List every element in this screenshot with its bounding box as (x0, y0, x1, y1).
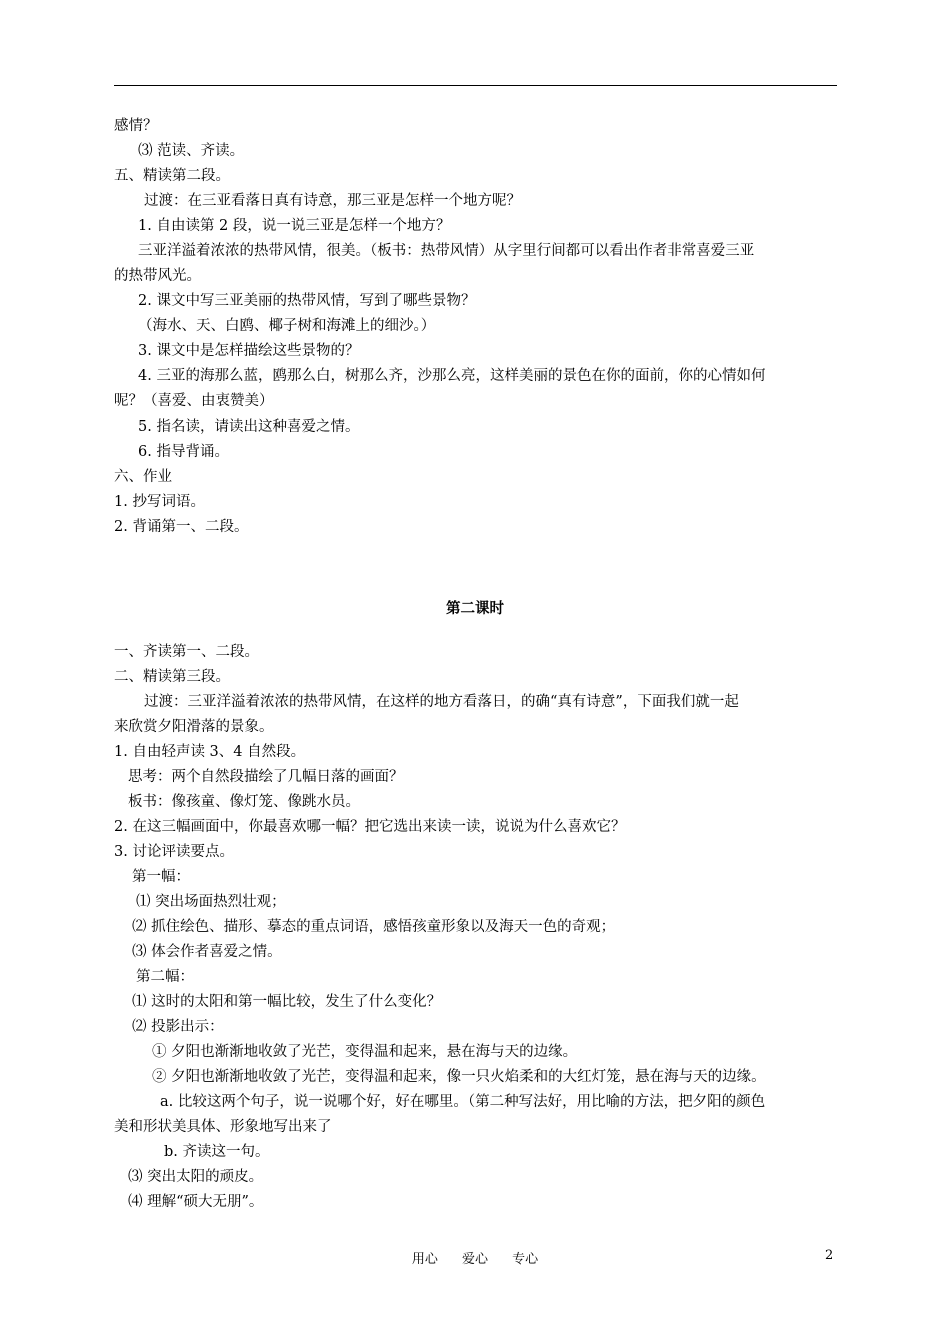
text-line: 1. 自由轻声读 3、4 自然段。 (114, 744, 306, 760)
text-line: 第二幅： (136, 969, 194, 985)
text-line: ① 夕阳也渐渐地收敛了光芒，变得温和起来，悬在海与天的边缘。 (152, 1044, 578, 1060)
text-line: 2. 背诵第一、二段。 (114, 519, 249, 535)
text-line: 五、精读第二段。 (114, 168, 230, 184)
text-line: 第一幅： (132, 869, 190, 885)
text-line: ⑴ 这时的太阳和第一幅比较，发生了什么变化？ (132, 994, 442, 1010)
text-line: （海水、天、白鸥、椰子树和海滩上的细沙。） (138, 318, 436, 334)
text-line: 的热带风光。 (114, 268, 201, 284)
text-line: 1. 自由读第 2 段，说一说三亚是怎样一个地方？ (138, 218, 451, 234)
text-line: ⑶ 体会作者喜爱之情。 (132, 944, 282, 960)
text-line: ⑶ 突出太阳的顽皮。 (128, 1169, 264, 1185)
text-line: 2. 课文中写三亚美丽的热带风情，写到了哪些景物？ (138, 293, 476, 309)
text-line: ⑷ 理解“硕大无朋”。 (128, 1194, 264, 1210)
page-number: 2 (825, 1248, 834, 1263)
header-rule (114, 85, 837, 86)
text-line: 6. 指导背诵。 (138, 444, 229, 460)
footer-word-3: 专心 (512, 1252, 539, 1267)
text-line: ⑴ 突出场面热烈壮观； (136, 894, 286, 910)
text-line: 一、齐读第一、二段。 (114, 644, 259, 660)
text-line: a. 比较这两个句子，说一说哪个好，好在哪里。（第二种写法好，用比喻的方法，把夕阳的颜色 (160, 1094, 766, 1110)
text-line: 思考：两个自然段描绘了几幅日落的画面？ (128, 769, 404, 785)
text-line: 过渡：在三亚看落日真有诗意，那三亚是怎样一个地方呢？ (144, 193, 521, 209)
text-line: 来欣赏夕阳滑落的景象。 (114, 719, 274, 735)
text-line: 1. 抄写词语。 (114, 494, 205, 510)
text-line: 板书：像孩童、像灯笼、像跳水员。 (128, 794, 360, 810)
text-line: 美和形状美具体、形象地写出来了 (114, 1119, 332, 1135)
text-line: 三亚洋溢着浓浓的热带风情，很美。（板书：热带风情）从字里行间都可以看出作者非常喜爱三亚 (138, 243, 755, 259)
text-line: b. 齐读这一句。 (164, 1144, 270, 1160)
text-line: 2. 在这三幅画面中，你最喜欢哪一幅？把它选出来读一读，说说为什么喜欢它？ (114, 819, 626, 835)
text-line: ⑶ 范读、齐读。 (138, 143, 245, 159)
text-line: 二、精读第三段。 (114, 669, 230, 685)
footer-word-2: 爱心 (461, 1252, 488, 1267)
text-line: ⑵ 抓住绘色、描形、摹态的重点词语，感悟孩童形象以及海天一色的奇观； (132, 919, 616, 935)
text-line: 呢？（喜爱、由衷赞美） (114, 393, 274, 409)
text-line: ⑵ 投影出示： (132, 1019, 224, 1035)
section-title: 第二课时 (446, 601, 504, 617)
text-line: ② 夕阳也渐渐地收敛了光芒，变得温和起来，像一只火焰柔和的大红灯笼，悬在海与天的边缘。 (152, 1069, 766, 1085)
text-line: 5. 指名读，请读出这种喜爱之情。 (138, 419, 360, 435)
text-line: 六、作业 (114, 469, 172, 485)
text-line: 4. 三亚的海那么蓝，鸥那么白，树那么齐，沙那么亮，这样美丽的景色在你的面前，你的心情如何 (138, 368, 766, 384)
text-line: 感情？ (114, 118, 158, 134)
text-line: 3. 讨论评读要点。 (114, 844, 234, 860)
text-line: 3. 课文中是怎样描绘这些景物的？ (138, 343, 360, 359)
text-line: 过渡：三亚洋溢着浓浓的热带风情，在这样的地方看落日，的确“真有诗意”，下面我们就一起 (144, 694, 739, 710)
page-footer (0, 1248, 950, 1267)
footer-word-1: 用心 (411, 1252, 438, 1267)
